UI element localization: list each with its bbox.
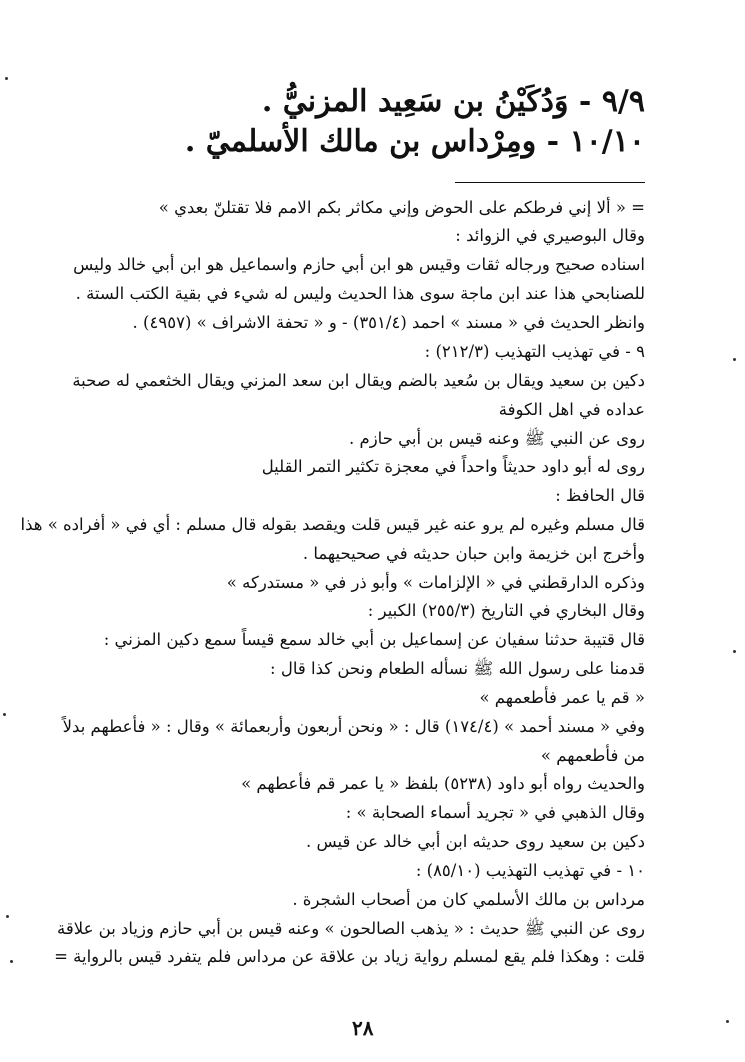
footnote-line: قال مسلم وغيره لم يرو عنه غير قيس قلت ويقصد بقوله قال مسلم : أي في « أفراده » هذا — [20, 515, 645, 534]
footnote-line: وقال البوصيري في الزوائد : — [455, 226, 645, 245]
footnote-line: مرداس بن مالك الأسلمي كان من أصحاب الشجرة . — [292, 890, 645, 909]
footnote-line: وفي « مسند أحمد » (١٧٤/٤) قال : « ونحن أربعون وأربعمائة » وقال : « فأعطهم بدلاً — [62, 717, 645, 736]
footnote-line: للصنابحي هذا عند ابن ماجة سوى هذا الحديث وليس له شيء في بقية الكتب الستة . — [75, 284, 645, 303]
page-number: ٢٨ — [352, 1016, 374, 1040]
scan-speck — [733, 650, 736, 653]
entry-heading-9: ٩/٩ - وَدُكَيْنُ بن سَعِيد المزنيُّ . — [261, 84, 645, 119]
footnote-heading: ١٠ - في تهذيب التهذيب (٨٥/١٠) : — [415, 861, 645, 880]
footnote-line: قال قتيبة حدثنا سفيان عن إسماعيل بن أبي خالد سمع قيساً سمع دكين المزني : — [103, 630, 645, 649]
scan-speck — [726, 1020, 729, 1023]
entry-heading-10: ١٠/١٠ - ومِرْداس بن مالك الأسلميّ . — [184, 124, 645, 159]
footnote-line: قدمنا على رسول الله ﷺ نسأله الطعام ونحن كذا قال : — [270, 659, 645, 678]
scan-speck — [733, 358, 736, 361]
footnote-line: = « ألا إني فرطكم على الحوض وإني مكاثر بكم الامم فلا تقتلنّ بعدي » — [158, 198, 645, 217]
footnote-line: « قم يا عمر فأطعمهم » — [479, 688, 645, 707]
footnote-line: روى عن النبي ﷺ حديث : « يذهب الصالحون » وعنه قيس بن أبي حازم وزياد بن علاقة — [56, 919, 645, 938]
scan-speck — [10, 960, 13, 963]
footnote-line: وقال البخاري في التاريخ (٢٥٥/٣) الكبير : — [367, 601, 645, 620]
scan-speck — [5, 77, 8, 80]
footnote-line: روى عن النبي ﷺ وعنه قيس بن أبي حازم . — [349, 429, 645, 448]
footnote-line: وقال الذهبي في « تجريد أسماء الصحابة » : — [345, 803, 645, 822]
footnote-line: وذكره الدارقطني في « الإلزامات » وأبو ذر في « مستدركه » — [226, 573, 645, 592]
footnote-line: دكين بن سعيد ويقال بن سُعيد بالضم ويقال ابن سعد المزني ويقال الخثعمي له صحبة — [72, 371, 645, 390]
scan-speck — [6, 915, 9, 918]
footnote-line: من فأطعمهم » — [540, 746, 645, 765]
footnote-separator-rule — [455, 182, 645, 183]
scan-speck — [3, 713, 6, 716]
footnote-line: قال الحافظ : — [555, 486, 645, 505]
footnote-line: عداده في اهل الكوفة — [498, 400, 645, 419]
footnote-line: اسناده صحيح ورجاله ثقات وقيس هو ابن أبي حازم واسماعيل هو ابن أبي خالد وليس — [73, 255, 645, 274]
footnote-line: وانظر الحديث في « مسند » احمد (٣٥١/٤) - و « تحفة الاشراف » (٤٩٥٧) . — [132, 313, 645, 332]
footnote-line: روى له أبو داود حديثاً واحداً في معجزة تكثير التمر القليل — [261, 457, 645, 476]
footnote-line: والحديث رواه أبو داود (٥٢٣٨) بلفظ « يا عمر قم فأعطهم » — [241, 774, 645, 793]
footnote-heading: ٩ - في تهذيب التهذيب (٢١٢/٣) : — [424, 342, 645, 361]
footnote-line: قلت : وهكذا فلم يقع لمسلم رواية زياد بن علاقة عن مرداس فلم يتفرد قيس بالرواية = — [54, 947, 645, 966]
footnote-line: وأخرج ابن خزيمة وابن حبان حديثه في صحيحيهما . — [302, 544, 645, 563]
footnote-line: دكين بن سعيد روى حديثه ابن أبي خالد عن قيس . — [305, 832, 645, 851]
